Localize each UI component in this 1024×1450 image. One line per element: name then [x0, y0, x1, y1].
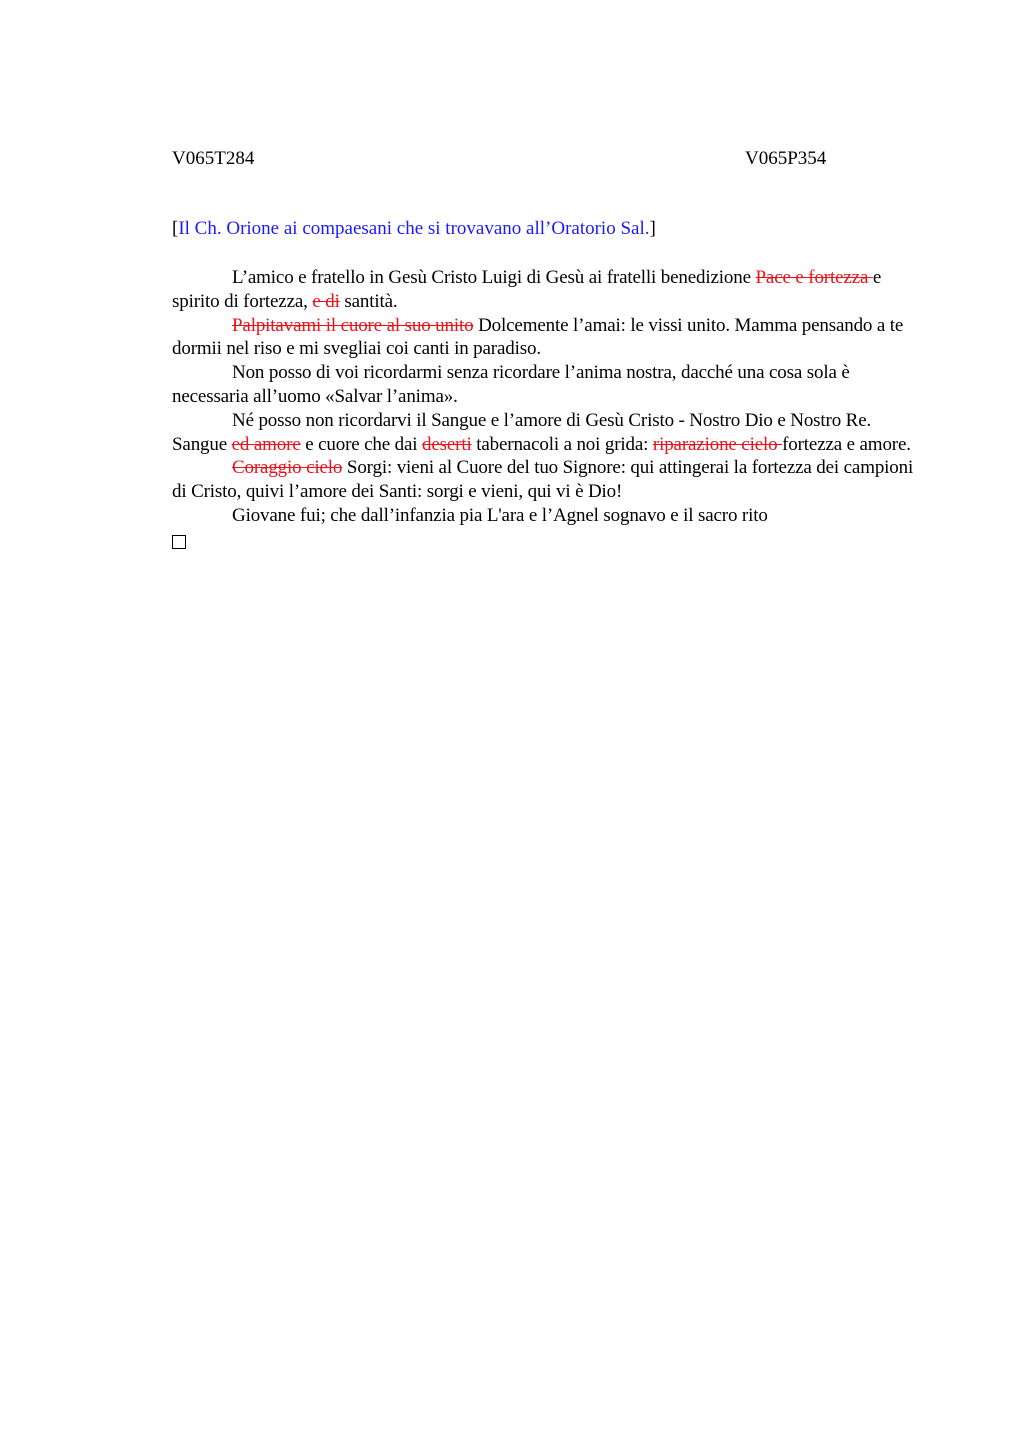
paragraph-2: [172, 314, 922, 362]
title-close-bracket: ]: [649, 218, 656, 239]
text-segment: L’amico e fratello in Gesù Cristo Luigi di Gesù ai fratelli benedizione: [232, 267, 756, 288]
editorial-title: [172, 217, 656, 241]
text-segment: e spirito di fortezza,: [172, 267, 882, 312]
deleted-text: Palpitavami il cuore al suo unito: [232, 314, 474, 336]
paragraph-3: [172, 361, 922, 409]
text-segment: Non posso di voi ricordarmi senza ricordare l’anima nostra, dacché una cosa sola è necessaria all’uomo «Salvar l’anima».: [172, 362, 850, 407]
document-code-right: V065P354: [745, 148, 827, 169]
deleted-text: deserti: [422, 433, 472, 455]
letter-body: [172, 266, 922, 549]
title-open-bracket: [: [172, 218, 179, 239]
deleted-text: riparazione cielo: [652, 433, 783, 455]
deleted-text: Pace e fortezza: [755, 267, 873, 288]
title-text: Il Ch. Orione ai compaesani che si trovavano all’Oratorio Sal.: [178, 218, 650, 239]
text-segment: santità.: [339, 290, 398, 312]
text-segment: fortezza e amore.: [782, 433, 911, 455]
text-segment: tabernacoli a noi grida:: [471, 433, 653, 455]
text-segment: Né posso non ricordarvi il Sangue e l’amore di Gesù Cristo - Nostro Dio e Nostro Re. Sangue: [172, 409, 872, 455]
paragraph-1: [172, 266, 922, 314]
paragraph-6: [172, 504, 922, 528]
text-segment: Sorgi: vieni al Cuore del tuo Signore: qui attingerai la fortezza dei campioni di Cristo, quivi l’amore dei Santi: sorgi e vieni, qui vi è Dio!: [172, 457, 914, 503]
paragraph-5: [172, 456, 922, 504]
empty-square-icon: [172, 535, 186, 549]
text-segment: Giovane fui; che dall’infanzia pia L'ara e l’Agnel sognavo e il sacro rito: [232, 504, 768, 526]
deleted-text: e di: [312, 290, 340, 312]
text-segment: e cuore che dai: [300, 433, 423, 455]
deleted-text: Coraggio cielo: [232, 457, 343, 479]
text-segment: Dolcemente l’amai: le vissi unito. Mamma pensando a te dormii nel riso e mi svegliai coi canti in paradiso.: [172, 314, 904, 360]
document-code-left: V065T284: [172, 148, 255, 169]
paragraph-4: [172, 409, 922, 457]
deleted-text: ed amore: [231, 433, 301, 455]
